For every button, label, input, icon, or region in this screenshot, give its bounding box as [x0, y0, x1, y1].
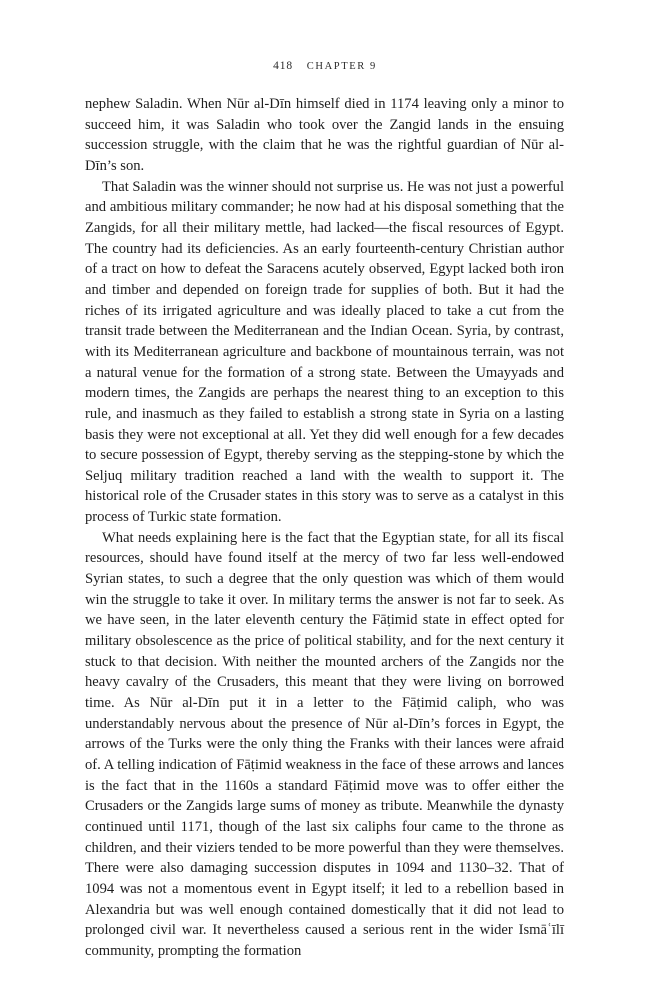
paragraph-egyptian-state: What needs explaining here is the fact that the Egyptian state, for all its fiscal resources, should have found itself at the mercy of two far less well-endowed Syrian states, to such a degree that the only question was which of them would win the struggle to take it over. In military terms the answer is not far to seek. As we have seen, in the later eleventh century the Fāṭimid state in effect opted for military obsolescence as the price of political stability, and for the next century it stuck to that decision. With neither the mounted archers of the Zangids nor the heavy cavalry of the Crusaders, this meant that they were living on borrowed time. As Nūr al-Dīn put it in a letter to the Fāṭimid caliph, who was understandably nervous about the presence of Nūr al-Dīn’s forces in Egypt, the arrows of the Turks were the only thing the Franks with their lances were afraid of. A telling indication of Fāṭimid weakness in the face of these arrows and lances is the fact that in the 1160s a standard Fāṭimid move was to offer either the Crusaders or the Zangids large sums of money as tribute. Meanwhile the dynasty continued until 1171, though of the last six caliphs four came to the throne as children, and their viziers tended to be more powerful than they were themselves. There were also damaging succession disputes in 1094 and 1130–32. That of 1094 was not a momentous event in Egypt itself; it led to a rebellion based in Alexandria but was well enough contained domestically that it did not lead to prolonged civil war. It nevertheless caused a serious rent in the wider Ismāʿīlī community, prompting the formation: [85, 529, 564, 959]
paragraph-saladin-winner: That Saladin was the winner should not surprise us. He was not just a powerful and ambitious military commander; he now had at his disposal something that the Zangids, for all their military mettle, had lacked—the fiscal resources of Egypt. The country had its deficiencies. As an early fourteenth-century Christian author of a tract on how to defeat the Saracens acutely observed, Egypt lacked both iron and timber and depended on foreign trade for supplies of both. But it had the riches of its irrigated agriculture and was ideally placed to take a cut from the transit trade between the Mediterranean and the Indian Ocean. Syria, by contrast, with its Mediterranean agriculture and backbone of mountainous terrain, was not a natural venue for the formation of a strong state. Between the Umayyads and modern times, the Zangids are perhaps the nearest thing to an exception to this rule, and inasmuch as they failed to establish a strong state in Syria on a lasting basis they were not exceptional at all. Yet they did well enough for a few decades to secure possession of Egypt, thereby serving as the stepping-stone by which the Seljuq military tradition reached a land with the wealth to support it. The historical role of the Crusader states in this story was to serve as a catalyst in this process of Turkic state formation.: [85, 178, 564, 526]
body-text: [85, 94, 564, 962]
paragraph-continuation: nephew Saladin. When Nūr al-Dīn himself died in 1174 leaving only a minor to succeed him, it was Saladin who took over the Zangid lands in the ensuing succession struggle, with the claim that he was the rightful guardian of Nūr al-Dīn’s son.: [85, 96, 564, 174]
page-number: 418: [273, 60, 294, 72]
running-head: [0, 60, 650, 72]
chapter-label: CHAPTER 9: [306, 61, 377, 72]
